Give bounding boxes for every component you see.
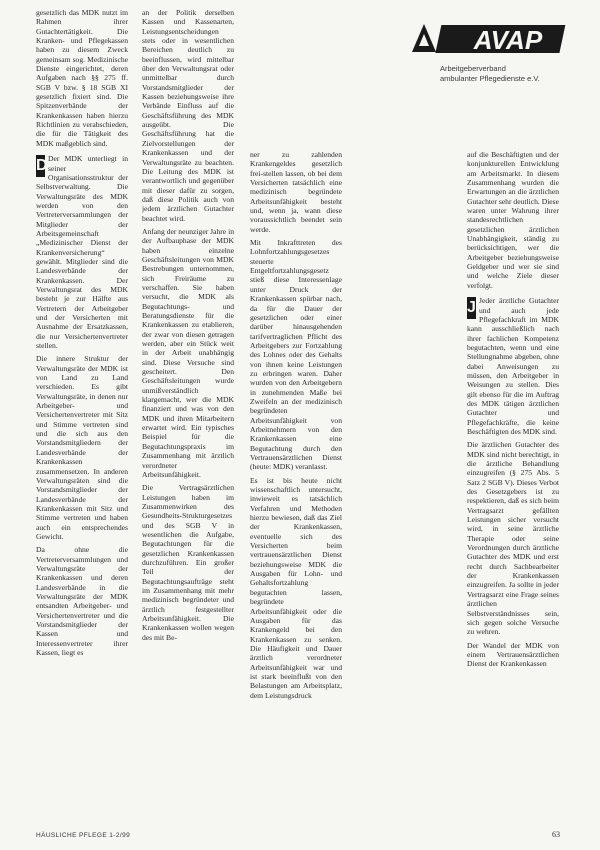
- paragraph: Anfang der neunziger Jahre in der Aufbauphase der MDK haben einzelne Geschäftsleitungen von MDK Bestrebungen unternommen, sich Freiräume zu verschaffen. Sie haben versucht, die MDK als Begutachtungs- und Beratungsdienste für die Krankenkassen zu etablieren, der zwar von diesen getragen werden, aber ein Stück weit in der Arbeit unabhängig sind. Diese Versuche sind gescheitert. Den Geschäftsleitungen wurde unmißverständlich klargemacht, wer die MDK finanziert und was von den MDK und ihren Mitarbeitern erwartet wird. Ein typisches Beispiel für die Begutachtungspraxis im Zusammenhang mit ärztlich verordneter Arbeitsunfähigkeit.: [142, 226, 234, 479]
- logo-subtitle-line-1: Arbeitgeberverband: [440, 64, 506, 73]
- logo-subtitle: [440, 64, 540, 83]
- dropcap: D: [36, 155, 45, 177]
- paragraph: ner zu zahlenden Krankengeldes gesetzlich frei-stellen lassen, ob bei dem Versicherten tatsächlich eine medizinisch begründete Arbeitsunfähigkeit besteht und, wenn ja, wann diese voraussichtlich beendet sein werde.: [250, 150, 342, 234]
- text-column-3: [250, 150, 342, 850]
- paragraph: an der Politik derselben Kassen und Kassenarten, Leistungsentscheidungen stets oder in wesentlichen Bereichen deutlich zu beeinflussen, wird mittelbar über den Verwaltungsrat oder unmittelbar durch Vorstandsmitglieder der Kassen beziehungsweise ihre Verbände Einfluss auf die Geschäftsführung des MDK ausgeübt. Die Geschäftsführung hat die Zielvorstellungen der Krankenkassen und der Verwaltungsräte zu beachten. Die Leitung des MDK ist verantwortlich und gegenüber mit dieser dafür zu sorgen, daß diese Politik auch von jedem ärztlichen Gutachter beachtet wird.: [142, 8, 234, 223]
- paragraph: Es ist bis heute nicht wissenschaftlich untersucht, inwieweit es tatsächlich Verfahren und Methoden hierzu bewiesen, daß das Ziel der Krankenkassen, eventuelle sich des Versicherten beim vertrauensärztlichen Dienst beziehungsweise MDK die Ausgaben für Lohn- und Gehaltsfortzahlung begutachten lassen, begründete Arbeitsunfähigkeit oder die Ausgaben für das Krankengeld bei den Krankenkassen zu senken. Die Häufigkeit und Dauer ärztlich verordneter Arbeitsunfähigkeit war und ist stark beeinflußt von den Belastungen am Arbeitsplatz, dem Leistungsdruck: [250, 475, 342, 700]
- page-number: 63: [552, 830, 560, 839]
- text-column-2: [142, 8, 234, 830]
- paragraph: Die innere Struktur der Verwaltungsräte der MDK ist von Land zu Land verschieden. Es gibt Verwaltungsräte, in denen nur Arbeitgeber- und Versichertenvertreter mit Sitz und Stimme vertreten sind und die sich aus den Vorstandsmitgliedern der Landesverbände der Krankenkassen zusammensetzen. In anderen Verwaltungsräten sind die Vorstandsmitglieder der Landesverbände der Krankenkassen mit Sitz und Stimme vertreten und haben auch ein entsprechendes Gewicht.: [36, 354, 128, 541]
- paragraph: Der Wandel der MDK von einem Vertrauensärztlichen Dienst der Krankenkassen: [467, 640, 559, 669]
- avap-logo-icon: [410, 22, 568, 58]
- dropcap: J: [467, 297, 476, 319]
- paragraph-with-dropcap: [36, 154, 128, 350]
- logo-subtitle-line-2: ambulanter Pflegedienste e.V.: [440, 73, 540, 83]
- paragraph: Da ohne die Vertreterversammlungen und Verwaltungsräte der Krankenkassen und deren Landesverbände in die Verwaltungsräte der MDK entsandten Arbeitgeber- und Versichertenvertreter und die Vorstandsmitglieder der Kassen und Interessenvertreter ihrer Kassen, liegt es: [36, 545, 128, 658]
- paragraph: auf die Beschäftigten und der konjunkturellen Entwicklung am Arbeitsmarkt. In diesem Zusammenhang wurden die Erwartungen an die ärztlichen Gutachter sehr deutlich. Diese waren unter Wahrung ihrer standesrechtlichen gesetzlichen ärztlichen Unabhängigkeit, ständig zu berücksichtigen, wer die Arbeitgeber beziehungsweise Geldgeber und wer sie sind und welche Ziele dieser verfolgt.: [467, 150, 559, 290]
- journal-footer: HÄUSLICHE PFLEGE 1-2/99: [36, 832, 131, 839]
- paragraph: Mit Inkrafttreten des Lohnfortzahlungsgesetzes steuerte Entgeltfortzahlungsgesetz stieß diese Interessenlage unter Druck der Krankenkassen spürbar nach, da für die Dauer der gesetzlichen oder einer darüber hinausgehenden tarifvertraglichen Pflicht des Arbeitgebers zur Fortzahlung des Lohnes oder des Gehalts von ihnen keine Leistungen zu erbringen waren. Daher wurden von den Arbeitgebern in zunehmenden Maße bei Zweifeln an der medizinisch begründeten Arbeitsunfähigkeit von Arbeitnehmern von den Krankenkassen eine Begutachtung durch den Vertrauensärztlichen Dienst (heute: MDK) veranlasst.: [250, 238, 342, 472]
- paragraph-text: Jeder ärztliche Gutachter und auch jede Pflegefachkraft im MDK kann ausschließlich nach ihrer fachlichen Kompetenz begutachten, wenn und eine Stellungnahme abgeben, ohne dabei Anweisungen zu müssen, den Arbeitgeber in Weisungen zu stellen. Dies gilt ebenso für die im Auftrag des MDK tätigen ärztlichen Gutachter und Pflegefachkräfte, die keine Beschäftigten des MDK sind.: [467, 296, 559, 436]
- text-column-4: [467, 150, 559, 850]
- paragraph: Die Vertragsärztlichen Leistungen haben im Zusammenwirken des Gesundheits-Strukturgesetzes und des SGB V in wesentlichen die Aufgabe, Begutachtungen für die gesetzlichen Krankenkassen durchzuführen. Ein großer Teil der Begutachtungsaufträge steht im Zusammenhang mit mehr medizinisch begründeter und ärztlich festgestellter Arbeitsunfähigkeit. Die Krankenkassen wollen wegen des mit Be-: [142, 483, 234, 642]
- paragraph-with-dropcap: [467, 296, 559, 436]
- paragraph: Die ärztlichen Gutachter des MDK sind nicht berechtigt, in die ärztliche Behandlung einzugreifen (§ 275 Abs. 5 Satz 2 SGB V). Dieses Verbot des Gesetzgebers ist zu respektieren, daß es sich beim Vertragsarzt gefällten Leistungen sicher versucht wird, in seine ärztliche Therapie oder seine Verordnungen durch ärztliche Gutachter des MDK und erst recht durch Sachbearbeiter der Krankenkassen einzugreifen. Ja sollte in jeder Vertragsarzt eine Frage seines ärztlichen Selbstverständnisses sein, sich gegen solche Versuche zu wehren.: [467, 440, 559, 637]
- avap-logo: [410, 22, 568, 102]
- logo-wordmark: AVAP: [473, 25, 543, 55]
- paragraph-text: Der MDK unterliegt in seiner Organisationsstruktur der Selbstverwaltung. Die Verwaltungsräte des MDK werden von den Vertreterversammlungen der Mitglieder der Arbeitsgemeinschaft „Medizinischer Dienst der Krankenversicherung“ gewählt. Mitglieder sind die Landesverbände der Krankenkassen. Der Verwaltungsrat des MDK besteht je zur Hälfte aus Vertretern der Arbeitgeber und der Versicherten mit Ausnahme der Ersatzkassen, die nur Versichertenvertreter stellen.: [36, 154, 128, 351]
- paragraph: gesetzlich das MDK nutzt im Rahmen ihrer Gutachtertätigkeit. Die Kranken- und Pflegekassen haben zu diesem Zweck gemeinsam sog. Medizinische Dienste eingerichtet, deren Aufgaben nach §§ 275 ff. SGB V bzw. § 18 SGB XI gesetzlich fixiert sind. Die Spitzenverbände der Krankenkassen haben hierzu Richtlinien zu verabschieden, die für die Tätigkeit des MDK maßgeblich sind.: [36, 8, 128, 148]
- text-column-1: [36, 8, 128, 830]
